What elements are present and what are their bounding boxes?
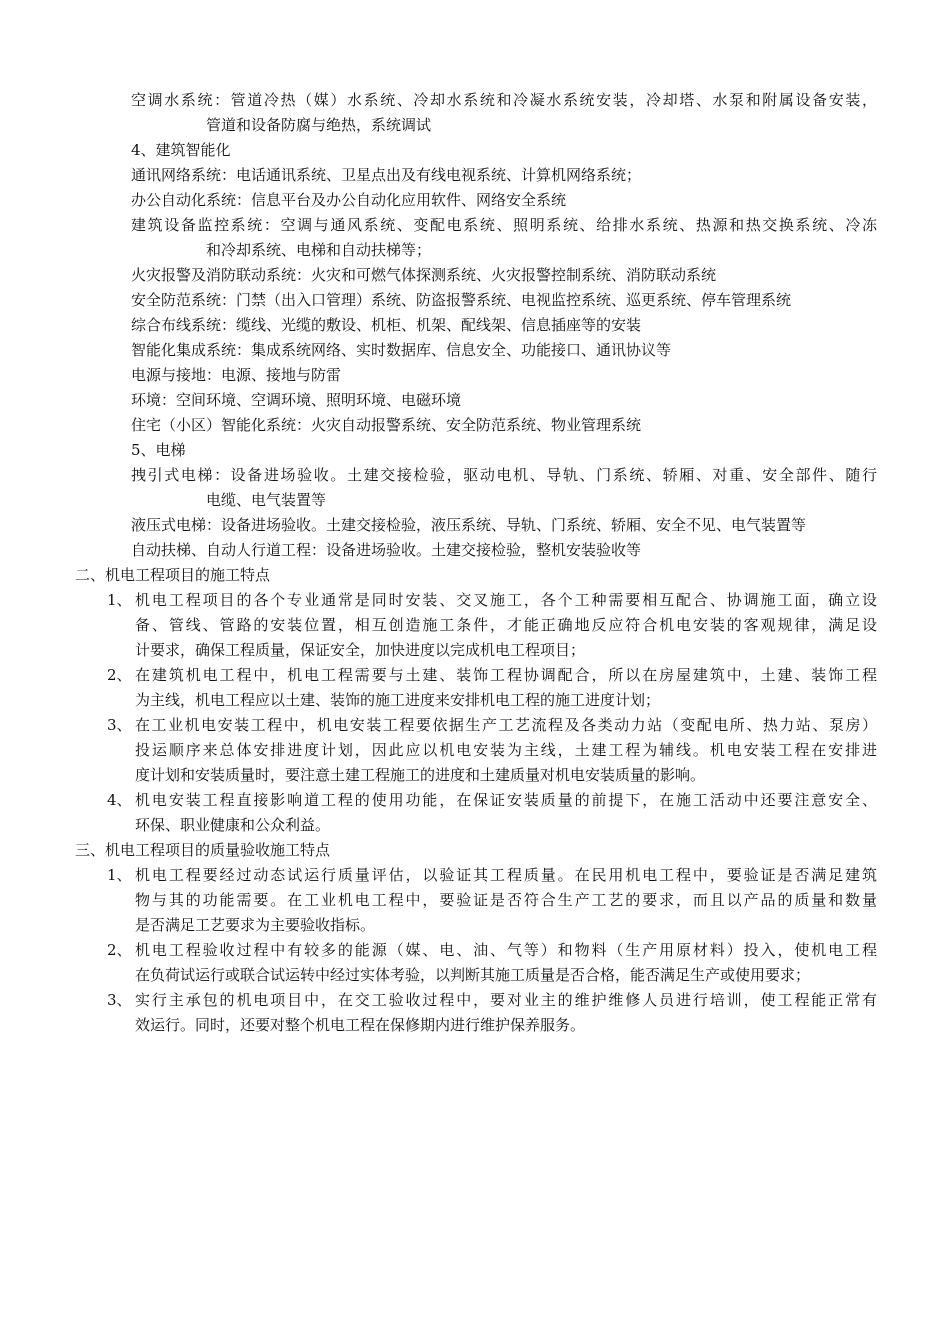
fire-alarm-line: 火灾报警及消防联动系统：火灾和可燃气体探测系统、火灾报警控制系统、消防联动系统	[131, 266, 717, 284]
section-2-heading: 二、机电工程项目的施工特点	[75, 566, 271, 584]
item-text-line: 在负荷试运行或联合试运转中经过实体考验，以判断其施工质量是否合格，能否满足生产或使用要求；	[135, 966, 811, 984]
item-number: 1、	[107, 866, 132, 884]
cabling-system-line: 综合布线系统：缆线、光缆的敷设、机柜、机架、配线架、信息插座等的安装	[131, 316, 642, 334]
item-text-line: 机电工程项目的各个专业通常是同时安装、交叉施工，各个工种需要相互配合、协调施工面，确立设	[135, 591, 877, 609]
item-text-line: 在工业机电安装工程中，机电安装工程要依据生产工艺流程及各类动力站（变配电所、热力站、泵房）	[135, 716, 877, 734]
item-number: 3、	[107, 716, 132, 734]
office-automation-line: 办公自动化系统：信息平台及办公自动化应用软件、网络安全系统	[131, 191, 567, 209]
hvac-water-line-2: 管道和设备防腐与绝热，系统调试	[206, 116, 432, 134]
item-text-line: 计要求，确保工程质量，保证安全，加快进度以完成机电工程项目；	[135, 641, 586, 659]
hydraulic-elevator-line: 液压式电梯：设备进场验收。土建交接检验，液压系统、导轨、门系统、轿厢、安全不见、电气装置等	[131, 516, 807, 534]
item-text-line: 度计划和安装质量时，要注意土建工程施工的进度和土建质量对机电安装质量的影响。	[135, 766, 706, 784]
item-text-line: 备、管线、管路的安装位置，相互创造施工条件，才能正确地反应符合机电安装的客观规律，满足设	[135, 616, 877, 634]
item-text-line: 机电工程验收过程中有较多的能源（媒、电、油、气等）和物料（生产用原材料）投入，使机电工程	[135, 941, 877, 959]
item-number: 1、	[107, 591, 132, 609]
telecom-network-line: 通讯网络系统：电话通讯系统、卫星点出及有线电视系统、计算机网络系统；	[131, 166, 642, 184]
integration-system-line: 智能化集成系统：集成系统网络、实时数据库、信息安全、功能接口、通讯协议等	[131, 341, 672, 359]
item-text-line: 是否满足工艺要求为主要验收指标。	[135, 916, 376, 934]
item-text-line: 机电安装工程直接影响道工程的使用功能，在保证安装质量的前提下，在施工活动中还要注意安全、	[135, 791, 877, 809]
item-text-line: 投运顺序来总体安排进度计划，因此应以机电安装为主线，土建工程为辅线。机电安装工程在安排进	[135, 741, 877, 759]
item-number: 3、	[107, 991, 132, 1009]
traction-elevator-line-2: 电缆、电气装置等	[206, 491, 327, 509]
item-number: 2、	[107, 941, 132, 959]
power-grounding-line: 电源与接地：电源、接地与防雷	[131, 366, 342, 384]
item-text-line: 实行主承包的机电项目中，在交工验收过程中，要对业主的维护维修人员进行培训，使工程能正常有	[135, 991, 877, 1009]
hvac-water-line-1: 空调水系统：管道冷热（媒）水系统、冷却水系统和冷凝水系统安装，冷却塔、水泵和附属设备安装，	[131, 91, 877, 109]
item-text-line: 环保、职业健康和公众利益。	[135, 816, 331, 834]
item-text-line: 机电工程要经过动态试运行质量评估，以验证其工程质量。在民用机电工程中，要验证是否满足建筑	[135, 866, 877, 884]
item-number: 4、	[107, 791, 132, 809]
traction-elevator-line-1: 拽引式电梯：设备进场验收。土建交接检验，驱动电机、导轨、门系统、轿厢、对重、安全部件、随行	[131, 466, 877, 484]
building-monitoring-line-1: 建筑设备监控系统：空调与通风系统、变配电系统、照明系统、给排水系统、热源和热交换系统、冷冻	[131, 216, 877, 234]
residential-smart-line: 住宅（小区）智能化系统：火灾自动报警系统、安全防范系统、物业管理系统	[131, 416, 642, 434]
smart-building-heading: 4、建筑智能化	[131, 141, 231, 159]
item-text-line: 为主线，机电工程应以土建、装饰的施工进度来安排机电工程的施工进度计划；	[135, 691, 661, 709]
item-text-line: 效运行。同时，还要对整个机电工程在保修期内进行维护保养服务。	[135, 1016, 586, 1034]
item-text-line: 在建筑机电工程中，机电工程需要与土建、装饰工程协调配合，所以在房屋建筑中，土建、装饰工程	[135, 666, 877, 684]
item-text-line: 物与其的功能需要。在工业机电工程中，要验证是否符合生产工艺的要求，而且以产品的质量和数量	[135, 891, 877, 909]
elevator-heading: 5、电梯	[131, 441, 186, 459]
item-number: 2、	[107, 666, 132, 684]
section-3-heading: 三、机电工程项目的质量验收施工特点	[75, 841, 331, 859]
environment-line: 环境：空间环境、空调环境、照明环境、电磁环境	[131, 391, 462, 409]
security-system-line: 安全防范系统：门禁（出入口管理）系统、防盗报警系统、电视监控系统、巡更系统、停车管理系统	[131, 291, 792, 309]
building-monitoring-line-2: 和冷却系统、电梯和自动扶梯等；	[206, 241, 432, 259]
escalator-line: 自动扶梯、自动人行道工程：设备进场验收。土建交接检验，整机安装验收等	[131, 541, 642, 559]
